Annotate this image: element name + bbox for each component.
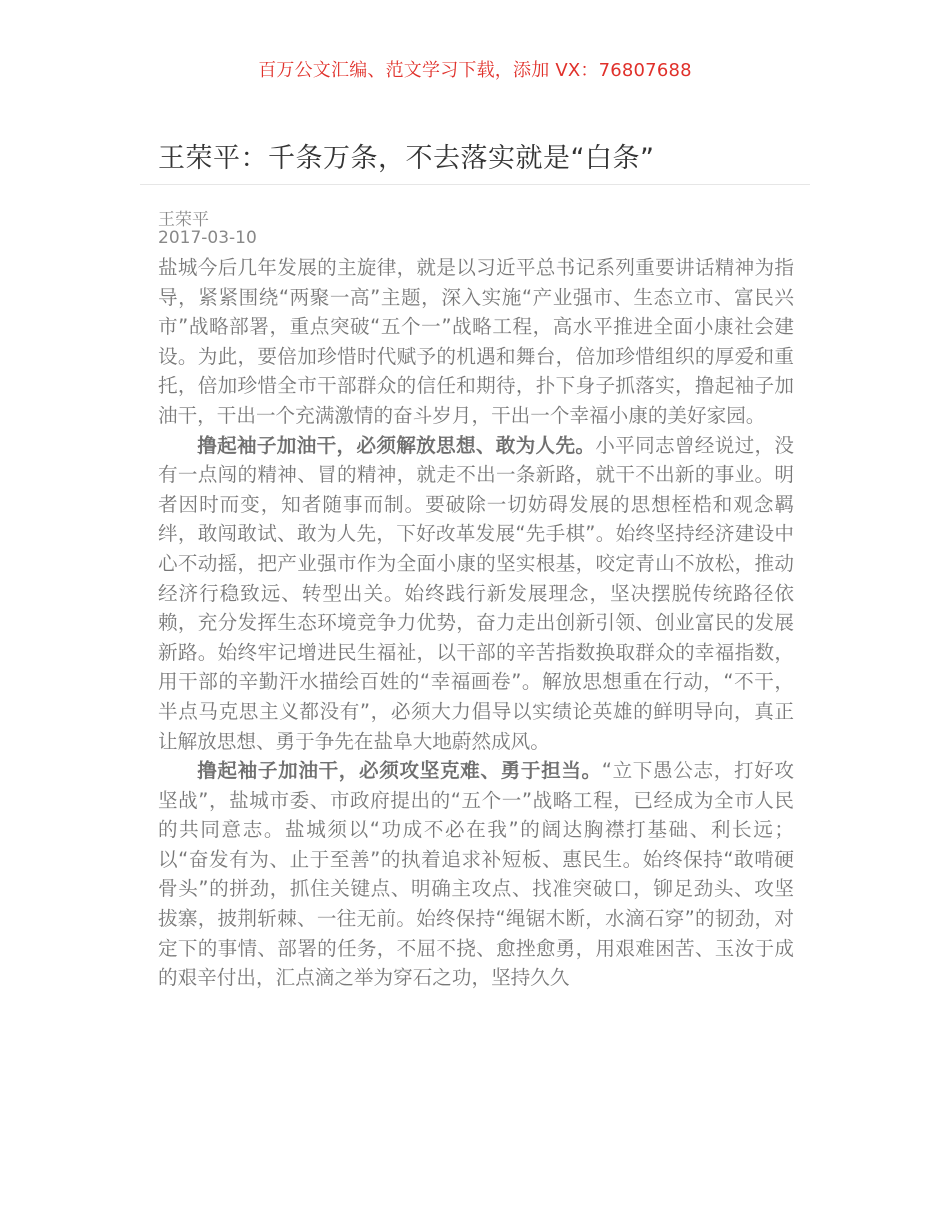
article-body [158,253,794,993]
paragraph-lead: 撸起袖子加油干，必须解放思想、敢为人先。 [197,433,596,457]
article-title: 王荣平：千条万条，不去落实就是“白条” [158,143,655,174]
article-date: 2017-03-10 [158,228,257,248]
paragraph-tackle-difficulties [158,756,794,993]
paragraph-text: 小平同志曾经说过，没有一点闯的精神、冒的精神，就走不出一条新路，就干不出新的事业。明者因时而变，知者随事而制。要破除一切妨碍发展的思想桎梏和观念羁绊，敢闯敢试、敢为人先，下好改革发展“先手棋”。始终坚持经济建设中心不动摇，把产业强市作为全面小康的坚实根基，咬定青山不放松，推动经济行稳致远、转型出关。始终践行新发展理念，坚决摆脱传统路径依赖，充分发挥生态环境竞争力优势，奋力走出创新引领、创业富民的发展新路。始终牢记增进民生福祉，以干部的辛苦指数换取群众的幸福指数，用干部的辛勤汗水描绘百姓的“幸福画卷”。解放思想重在行动，“不干，半点马克思主义都没有”，必须大力倡导以实绩论英雄的鲜明导向，真正让解放思想、勇于争先在盐阜大地蔚然成风。 [158,433,795,753]
paragraph-text: “立下愚公志，打好攻坚战”，盐城市委、市政府提出的“五个一”战略工程，已经成为全市人民的共同意志。盐城须以“功成不必在我”的阔达胸襟打基础、利长远；以“奋发有为、止于至善”的执着追求补短板、惠民生。始终保持“敢啃硬骨头”的拼劲，抓住关键点、明确主攻点、找准突破口，铆足劲头、攻坚拔寨，披荆斩棘、一往无前。始终保持“绳锯木断，水滴石穿”的韧劲，对定下的事情、部署的任务，不屈不挠、愈挫愈勇，用艰难困苦、玉汝于成的艰辛付出，汇点滴之举为穿石之功，坚持久久 [158,759,794,990]
promo-banner: 百万公文汇编、范文学习下载，添加 VX：76807688 [258,60,692,81]
title-divider [140,184,810,185]
paragraph-text: 盐城今后几年发展的主旋律，就是以习近平总书记系列重要讲话精神为指导，紧紧围绕“两聚一高”主题，深入实施“产业强市、生态立市、富民兴市”战略部署，重点突破“五个一”战略工程，高水平推进全面小康社会建设。为此，要倍加珍惜时代赋予的机遇和舞台，倍加珍惜组织的厚爱和重托，倍加珍惜全市干部群众的信任和期待，扑下身子抓落实，撸起袖子加油干，干出一个充满激情的奋斗岁月，干出一个幸福小康的美好家园。 [158,256,794,427]
paragraph-lead: 撸起袖子加油干，必须攻坚克难、勇于担当。 [197,759,602,783]
paragraph-intro [158,253,794,431]
article-author: 王荣平 [158,210,209,230]
paragraph-emancipate-mind [158,431,794,757]
